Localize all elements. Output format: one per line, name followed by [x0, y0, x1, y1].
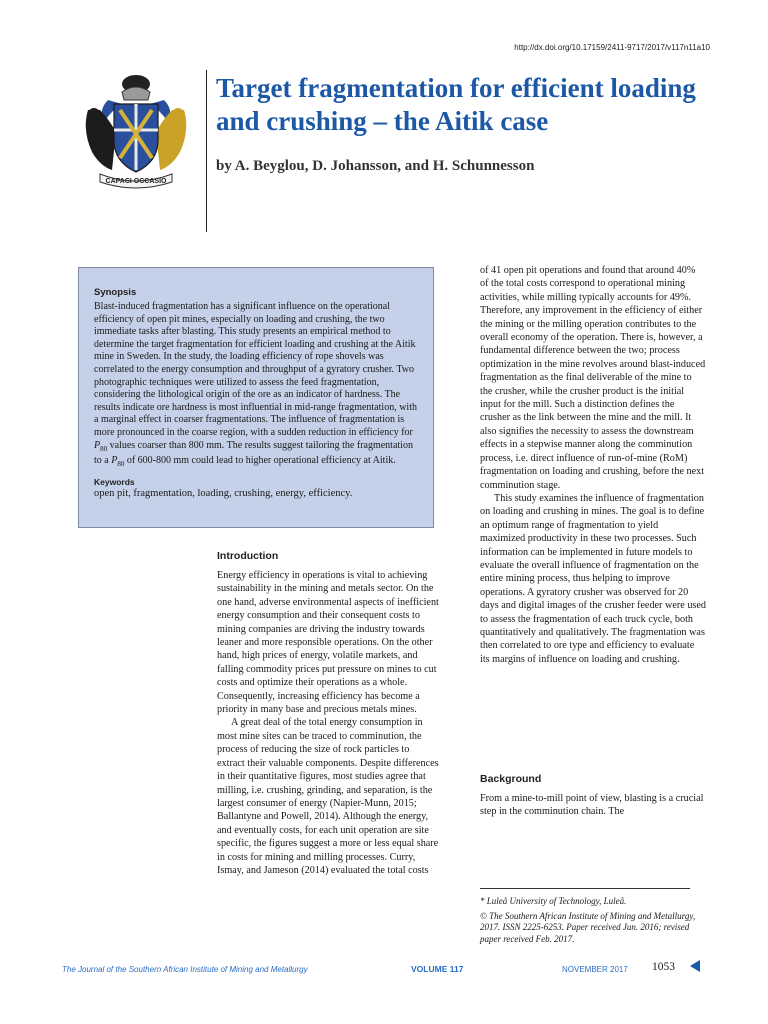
- footnote-affiliation: * Luleå University of Technology, Luleå.: [480, 896, 627, 906]
- background-heading: Background: [480, 773, 542, 785]
- footer-month: NOVEMBER 2017: [562, 965, 628, 974]
- left-arrow-icon: [690, 960, 700, 972]
- synopsis-box: [78, 267, 434, 528]
- header-divider: [206, 70, 207, 232]
- keywords-heading: Keywords: [94, 476, 135, 487]
- column-2-text: [480, 264, 706, 666]
- footnote-copyright: © The Southern African Institute of Mining and Metallurgy, 2017. ISSN 2225-6253. Paper received Jun. 2016; revised paper received Feb. 2017.: [480, 910, 696, 944]
- doi-link[interactable]: http://dx.doi.org/10.17159/2411-9717/2017/v117n11a10: [514, 43, 710, 52]
- introduction-section: [217, 550, 439, 877]
- saimm-coat-of-arms-icon: [78, 70, 194, 194]
- footnotes: [480, 896, 706, 948]
- synopsis-text: Blast-induced fragmentation has a significant influence on the operational efficiency of open pit mines, especially on loading and crushing, the two immediate tasks after blasting. This study presents an empirical method to determine the target fragmentation for efficient loading and crushing at the Aitik mine in Sweden. In the study, the loading efficiency of rope shovels was correlated to the energy consumption and throughput of a gyratory crusher. Two photographic techniques were utilized to assess the feed fragmentation, considering the lithological origin of the ore as an indicator of hardness. The results indicate ore hardness is most influential in mid-range fragmentation, with a marginal effect in coarser fragmentations. The influence of fragmentation is more pronounced in the coarse region, with a sudden reduction in efficiency for $P_{80}$ values coarser than 800 mm. The results suggest tailoring the fragmentation to a $P_{80}$ of 600-800 mm could lead to higher operational efficiency at Aitik.: [94, 301, 417, 469]
- author-line: by A. Beyglou, D. Johansson, and H. Schunnesson: [216, 158, 535, 174]
- footnote-divider: [480, 888, 690, 889]
- footer-volume: VOLUME 117: [411, 964, 464, 974]
- background-section: [480, 773, 706, 819]
- introduction-heading: Introduction: [217, 550, 279, 562]
- keywords-list: open pit, fragmentation, loading, crushing, energy, efficiency.: [94, 487, 353, 499]
- synopsis-heading: Synopsis: [94, 287, 137, 298]
- column-2-paragraph-2: This study examines the influence of fragmentation on loading and crushing in mines. The goal is to define an optimum range of fragmentation to yield maximized productivity in these two processes. Such information can be implemented in future models to evaluate the overall influence of fragmentation on the entire mining process, thus helping to improve operations. A gyratory crusher was observed for 20 days and digital images of the crusher feeder were used to assess the fragmentation of each truck cycle, both quantitatively and qualitatively. The fragmentation was then correlated to ore type and efficiency to evaluate its margins of influence on loading and crushing.: [480, 492, 707, 665]
- column-2-paragraph-1: of 41 open pit operations and found that around 40% of the total costs correspond to operational mining activities, while milling typically accounts for 49%. Therefore, any improvement in the efficiency of either the mining or the milling operation contributes to the overall economy of the operation. There is, however, a fundamental difference between the two; process optimization in the mine revolves around blast-induced fragmentation as the final deliverable of the mine to the crusher, while the crusher product is the initial input for the mill. Such a distinction defines the crusher as the link between the mine and the mill. It also signifies the necessity to assess the downstream effects in a stepwise manner along the comminution process, i.e. direct influence of run-of-mine (RoM) fragmentation on loading and crushing, before the next comminution stage.: [480, 265, 706, 491]
- logo-motto: CAPACI OCCASIO: [105, 178, 167, 185]
- footer-journal-name: The Journal of the Southern African Institute of Mining and Metallurgy: [62, 965, 308, 974]
- article-title: Target fragmentation for efficient loading and crushing – the Aitik case: [216, 73, 696, 136]
- introduction-paragraph-1: Energy efficiency in operations is vital to achieving sustainability in the mining and metals sector. On the one hand, adverse environmental aspects of inefficient energy consumption and their consequent costs to mining companies are driving the industry towards leaner and more responsible operations. On the other hand, high prices of energy, volatile markets, and falling commodity prices put pressure on mines to cut costs and optimize their operations as a whole. Consequently, increasing efficiency has become a priority in many base and precious metals mines.: [217, 570, 439, 716]
- introduction-paragraph-2: A great deal of the total energy consumption in most mine sites can be traced to comminution, the process of reducing the size of rock particles to extract their valuable components. Despite differences in their quantitative figures, most studies agree that milling, i.e. crushing, grinding, and separation, is the largest consumer of energy (Napier-Munn, 2015; Ballantyne and Powell, 2014). Although the energy, and eventually costs, for each unit operation are site specific, the figures suggest a more or less equal share in costs for mining and milling processes. Curry, Ismay, and Jameson (2014) evaluated the total costs: [217, 717, 439, 876]
- background-paragraph-1: From a mine-to-mill point of view, blasting is a crucial step in the comminution chain. The: [480, 793, 704, 818]
- page-number: 1053: [652, 961, 675, 973]
